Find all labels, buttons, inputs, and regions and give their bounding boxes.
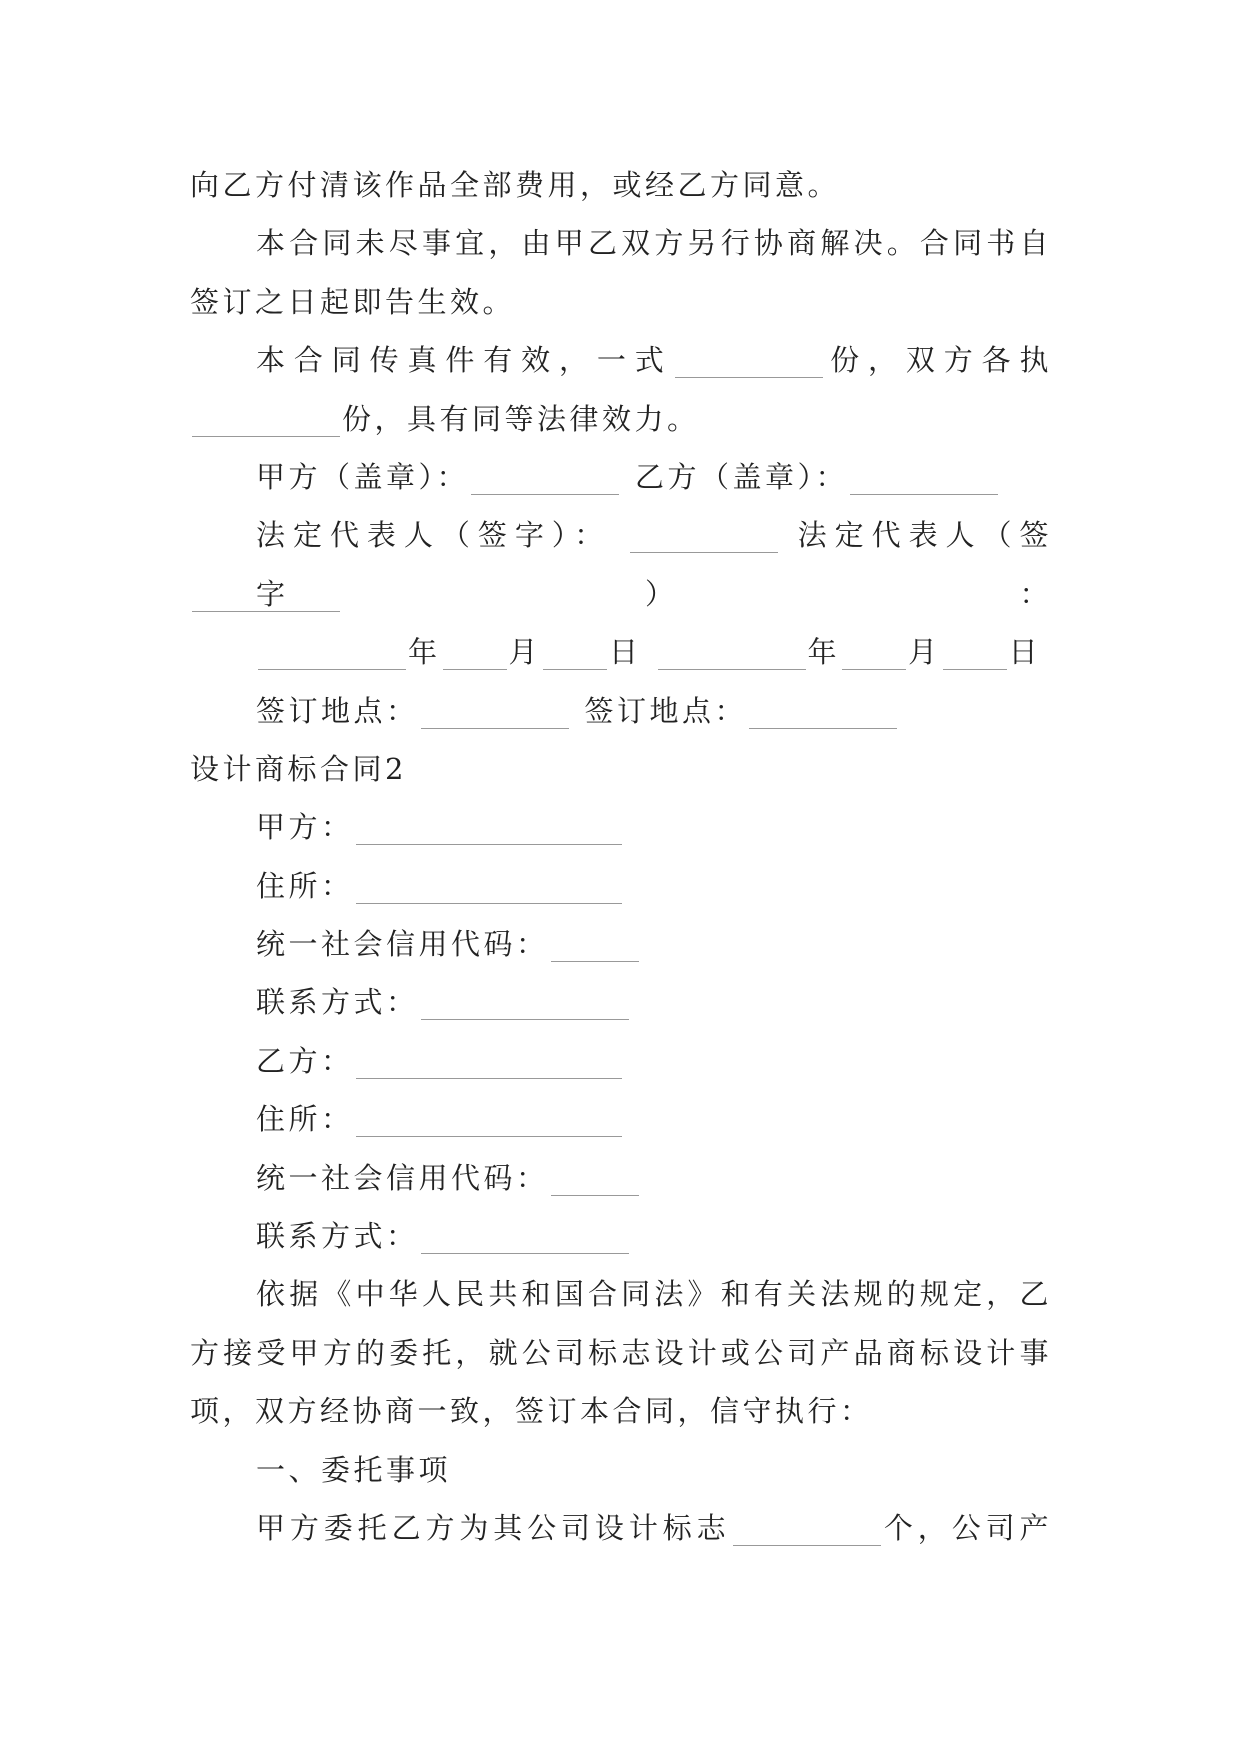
text: 联系方式： xyxy=(256,985,419,1020)
party-a-rep-label: 法定代表人（签字）： xyxy=(256,518,612,553)
section-heading xyxy=(190,1441,1052,1499)
copies-blank[interactable] xyxy=(675,343,823,378)
field-line xyxy=(190,1149,1052,1207)
paragraph-line xyxy=(190,214,1052,272)
party-b-rep-blank[interactable] xyxy=(192,577,340,612)
text: 一、委托事项 xyxy=(256,1452,452,1487)
seal-line xyxy=(190,448,1052,506)
logo-count-blank[interactable] xyxy=(733,1511,881,1546)
text: 甲方委托乙方为其公司设计标志 xyxy=(256,1510,731,1545)
text: 住所： xyxy=(256,868,354,903)
contact-blank[interactable] xyxy=(421,985,629,1020)
text: 本合同传真件有效，一式 xyxy=(256,343,673,378)
day-blank[interactable] xyxy=(943,635,1007,670)
text: 份，具有同等法律效力。 xyxy=(342,401,700,436)
copies-line xyxy=(190,390,1052,448)
text: 份，双方各执 xyxy=(824,343,1052,378)
field-line xyxy=(190,857,1052,915)
text: 项，双方经协商一致，签订本合同，信守执行： xyxy=(190,1394,873,1429)
field-line xyxy=(190,915,1052,973)
text: 设计商标合同2 xyxy=(190,751,407,786)
credit-code-blank[interactable] xyxy=(551,1161,639,1196)
field-line xyxy=(190,973,1052,1031)
month-blank[interactable] xyxy=(842,635,906,670)
place-line xyxy=(190,682,1052,740)
text: 住所： xyxy=(256,1102,354,1137)
text: 统一社会信用代码： xyxy=(256,1160,549,1195)
address-blank[interactable] xyxy=(356,869,622,904)
copies-each-blank[interactable] xyxy=(192,402,340,437)
party-a-seal-blank[interactable] xyxy=(471,460,619,495)
field-line xyxy=(190,1090,1052,1148)
text: 年 xyxy=(807,635,841,670)
text: 联系方式： xyxy=(256,1219,419,1254)
party-b-seal-blank[interactable] xyxy=(850,460,998,495)
text: 签订地点： xyxy=(256,693,419,728)
party-a-rep-blank[interactable] xyxy=(630,518,778,553)
text: 依据《中华人民共和国合同法》和有关法规的规定，乙 xyxy=(256,1277,1052,1312)
document-page xyxy=(190,156,1052,1557)
text: 年 xyxy=(408,635,441,670)
field-line xyxy=(190,1032,1052,1090)
text: 签订之日起即告生效。 xyxy=(190,284,516,319)
text: 日 xyxy=(1008,635,1042,670)
paragraph-line xyxy=(190,1382,1052,1440)
party-b-rep-label: 法定代表人（签字）： xyxy=(256,518,1053,611)
place-blank[interactable] xyxy=(749,694,897,729)
signature-line xyxy=(190,506,1053,611)
section-title xyxy=(190,740,1052,798)
place-blank[interactable] xyxy=(421,694,569,729)
text: 统一社会信用代码： xyxy=(256,927,549,962)
paragraph-line xyxy=(190,156,1052,214)
day-blank[interactable] xyxy=(543,635,607,670)
paragraph-line xyxy=(190,1499,1052,1557)
text: 方接受甲方的委托，就公司标志设计或公司产品商标设计事 xyxy=(190,1335,1052,1370)
date-line xyxy=(190,623,1052,681)
text: 日 xyxy=(609,635,642,670)
party-b-blank[interactable] xyxy=(356,1044,622,1079)
year-blank[interactable] xyxy=(658,635,806,670)
paragraph-line xyxy=(190,1265,1052,1323)
paragraph-line xyxy=(190,273,1052,331)
text: 本合同未尽事宜，由甲乙双方另行协商解决。合同书自 xyxy=(256,226,1052,261)
text: 月 xyxy=(508,635,542,670)
copies-line xyxy=(190,331,1052,389)
party-a-blank[interactable] xyxy=(356,810,622,845)
month-blank[interactable] xyxy=(443,635,507,670)
address-blank[interactable] xyxy=(356,1102,622,1137)
text: 个，公司产 xyxy=(882,1510,1052,1545)
text: 月 xyxy=(908,635,941,670)
party-b-seal-label: 乙方（盖章）： xyxy=(635,459,849,494)
paragraph-line xyxy=(190,1324,1052,1382)
field-line xyxy=(190,798,1052,856)
field-line xyxy=(190,1207,1052,1265)
party-a-seal-label: 甲方（盖章）： xyxy=(256,459,470,494)
credit-code-blank[interactable] xyxy=(551,927,639,962)
text: 乙方： xyxy=(256,1043,354,1078)
text: 甲方： xyxy=(256,810,354,845)
year-blank[interactable] xyxy=(258,635,406,670)
text: 向乙方付清该作品全部费用，或经乙方同意。 xyxy=(190,168,841,202)
text: 签订地点： xyxy=(584,693,748,728)
contact-blank[interactable] xyxy=(421,1219,629,1254)
